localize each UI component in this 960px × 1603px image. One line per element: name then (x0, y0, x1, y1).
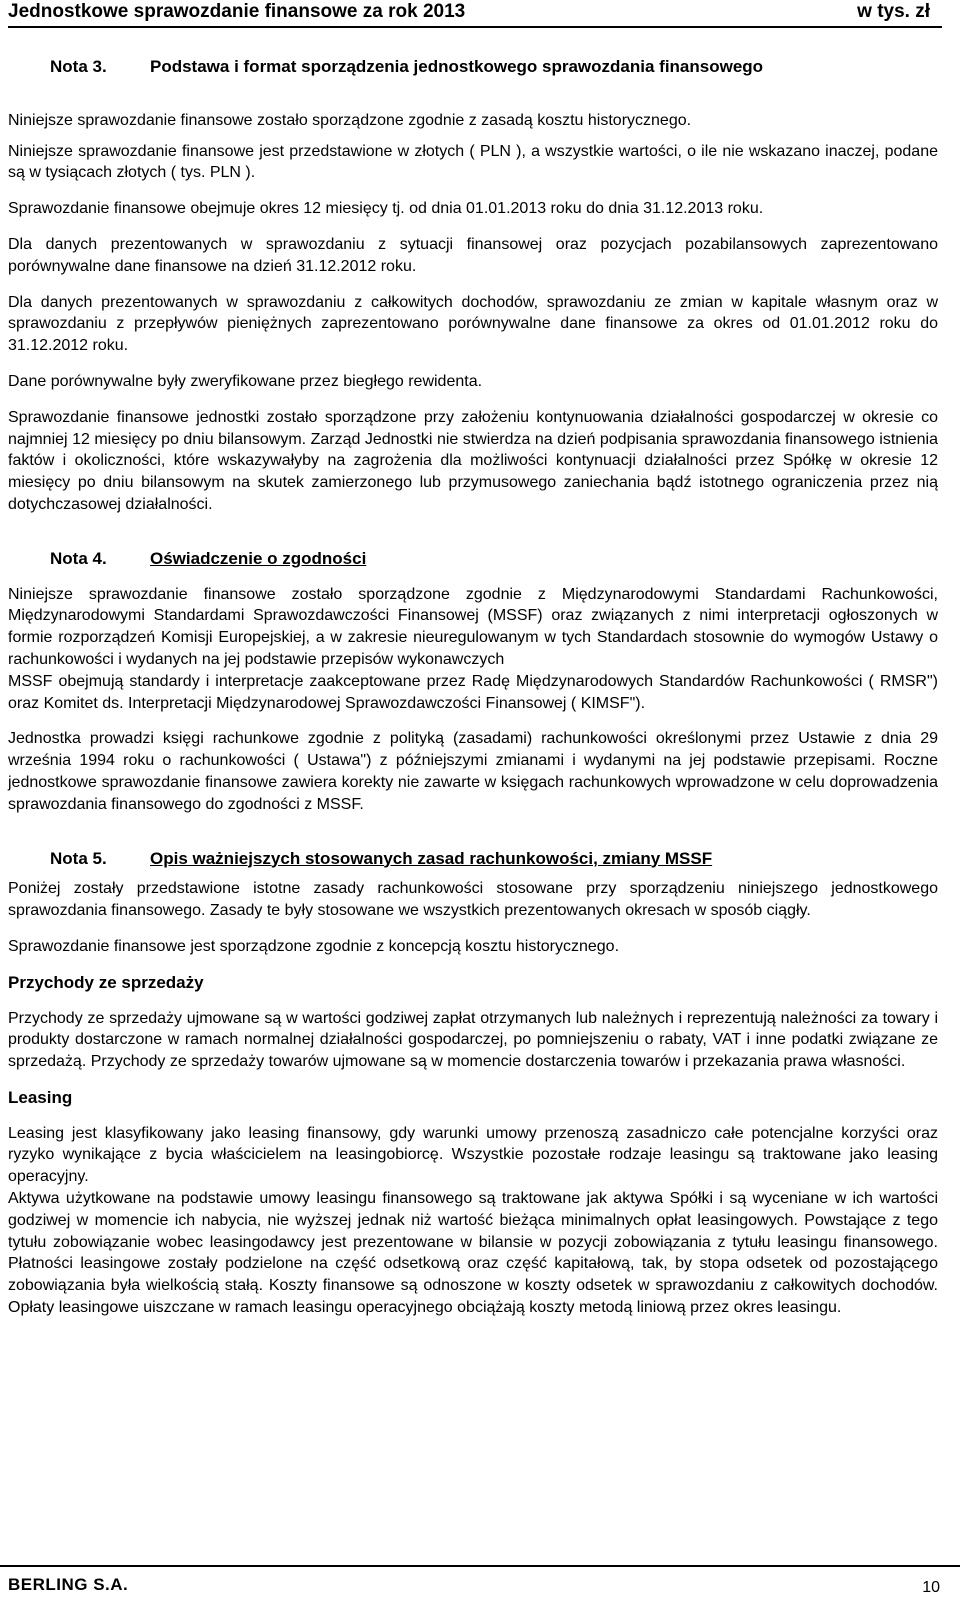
note-4-number: Nota 4. (50, 548, 107, 568)
note-3-paragraph-4: Dla danych prezentowanych w sprawozdaniu z sytuacji finansowej oraz pozycjach pozabilansowych zaprezentowano porównywalne dane finansowe na dzień 31.12.2012 roku. (8, 235, 938, 275)
note-3-paragraph-5: Dla danych prezentowanych w sprawozdaniu z całkowitych dochodów, sprawozdaniu ze zmian w kapitale własnym oraz w sprawozdaniu z przepływów pieniężnych zaprezentowano porównywalne dane finansowe za okres od 01.01.2012 roku do 31.12.2012 roku. (8, 293, 938, 355)
page-header (8, 0, 942, 28)
page-number: 10 (922, 1579, 940, 1596)
leasing-paragraph-2: Aktywa użytkowane na podstawie umowy leasingu finansowego są traktowane jak aktywa Spółki i są wyceniane w ich wartości godziwej w momencie ich nabycia, nie wyższej jednak niż wartość bieżąca minimalnych opłat leasingowych. Powstające z tego tytułu zobowiązanie wobec leasingodawcy jest prezentowane w bilansie w pozycji zobowiązania z tytułu leasingu finansowego. Płatności leasingowe zostały podzielone na część odsetkową oraz część kapitałową, tak, by stopa odsetek od pozostającego zobowiązania była wielkością stałą. Koszty finansowe są odnoszone w koszty odsetek w sprawozdaniu z całkowitych dochodów. Opłaty leasingowe uiszczane w ramach leasingu operacyjnego obciążają koszty metodą liniową przez okres leasingu. (8, 1190, 938, 1317)
note-3-paragraph-6: Dane porównywalne były zweryfikowane przez biegłego rewidenta. (8, 372, 483, 390)
note-3-paragraph-1: Niniejsze sprawozdanie finansowe zostało sporządzone zgodnie z zasadą kosztu historycznego. (8, 111, 692, 129)
note-3-paragraph-3: Sprawozdanie finansowe obejmuje okres 12 miesięcy tj. od dnia 01.01.2013 roku do dnia 31.12.2013 roku. (8, 200, 764, 218)
note-4-paragraph-3: Jednostka prowadzi księgi rachunkowe zgodnie z polityką (zasadami) rachunkowości określonymi przez Ustawie z dnia 29 września 1994 roku o rachunkowości ( Ustawa") z późniejszymi zmianami i wydanymi na jej podstawie przepisami. Roczne jednostkowe sprawozdanie finansowe zawiera korekty nie zawarte w księgach rachunkowych wprowadzone w celu doprowadzenia sprawozdania finansowego do zgodności z MSSF. (8, 730, 938, 813)
note-4-title: Oświadczenie o zgodności (150, 548, 367, 568)
revenue-heading: Przychody ze sprzedaży (8, 972, 204, 992)
note-5-number: Nota 5. (50, 848, 107, 868)
note-3-title: Podstawa i format sporządzenia jednostkowego sprawozdania finansowego (150, 57, 764, 76)
currency-unit: w tys. zł (857, 1, 930, 22)
note-3-number: Nota 3. (50, 57, 107, 76)
document-body (8, 56, 938, 1319)
company-name: BERLING S.A. (8, 1575, 129, 1594)
note-5-paragraph-2: Sprawozdanie finansowe jest sporządzone zgodnie z koncepcją kosztu historycznego. (8, 937, 620, 955)
page-footer (0, 1565, 960, 1603)
note-4-paragraph-1: Niniejsze sprawozdanie finansowe zostało sporządzone zgodnie z Międzynarodowymi Standardami Rachunkowości, Międzynarodowymi Standardami Sprawozdawczości Finansowej (MSSF) oraz związanych z nimi interpretacji ogłoszonych w formie rozporządzeń Komisji Europejskiej, a w zakresie nieuregulowanym w tych Standardach stosownie do wymogów Ustawy o rachunkowości i wydanych na jej podstawie przepisów wykonawczych (8, 585, 938, 668)
note-4-paragraph-2: MSSF obejmują standardy i interpretacje zaakceptowane przez Radę Międzynarodowych Standardów Rachunkowości ( RMSR") oraz Komitet ds. Interpretacji Międzynarodowej Sprawozdawczości Finansowej ( KIMSF"). (8, 672, 938, 712)
leasing-paragraph-1: Leasing jest klasyfikowany jako leasing finansowy, gdy warunki umowy przenoszą zasadniczo całe potencjalne korzyści oraz ryzyko wynikające z bycia właścicielem na leasingobiorcę. Wszystkie pozostałe rodzaje leasingu są traktowane jako leasing operacyjny. (8, 1124, 938, 1186)
note-3-paragraph-2: Niniejsze sprawozdanie finansowe jest przedstawione w złotych ( PLN ), a wszystkie wartości, o ile nie wskazano inaczej, podane są w tysiącach złotych ( tys. PLN ). (8, 142, 938, 182)
leasing-heading: Leasing (8, 1087, 73, 1107)
revenue-paragraph: Przychody ze sprzedaży ujmowane są w wartości godziwej zapłat otrzymanych lub należnych i reprezentują należności za towary i produkty dostarczone w ramach normalnej działalności gospodarczej, po pomniejszeniu o rabaty, VAT i inne podatki związane ze sprzedażą. Przychody ze sprzedaży towarów ujmowane są w momencie dostarczenia towarów i przekazania prawa własności. (8, 1009, 938, 1071)
note-5-heading (8, 848, 938, 870)
note-4-heading (8, 548, 938, 570)
report-title: Jednostkowe sprawozdanie finansowe za rok 2013 (8, 1, 466, 22)
note-3-heading (8, 56, 938, 78)
note-3-paragraph-7: Sprawozdanie finansowe jednostki zostało sporządzone przy założeniu kontynuowania działalności gospodarczej w okresie co najmniej 12 miesięcy po dniu bilansowym. Zarząd Jednostki nie stwierdza na dzień podpisania sprawozdania finansowego istnienia faktów i okoliczności, które wskazywałyby na zagrożenia dla możliwości kontynuacji działalności przez Spółkę w okresie 12 miesięcy po dniu bilansowym na skutek zamierzonego lub przymusowego zaniechania bądź istotnego ograniczenia przez nią dotychczasowej działalności. (8, 408, 938, 513)
note-5-paragraph-1: Poniżej zostały przedstawione istotne zasady rachunkowości stosowane przy sporządzeniu niniejszego jednostkowego sprawozdania finansowego. Zasady te były stosowane we wszystkich prezentowanych okresach w sposób ciągły. (8, 880, 938, 920)
note-5-title: Opis ważniejszych stosowanych zasad rachunkowości, zmiany MSSF (150, 848, 713, 868)
